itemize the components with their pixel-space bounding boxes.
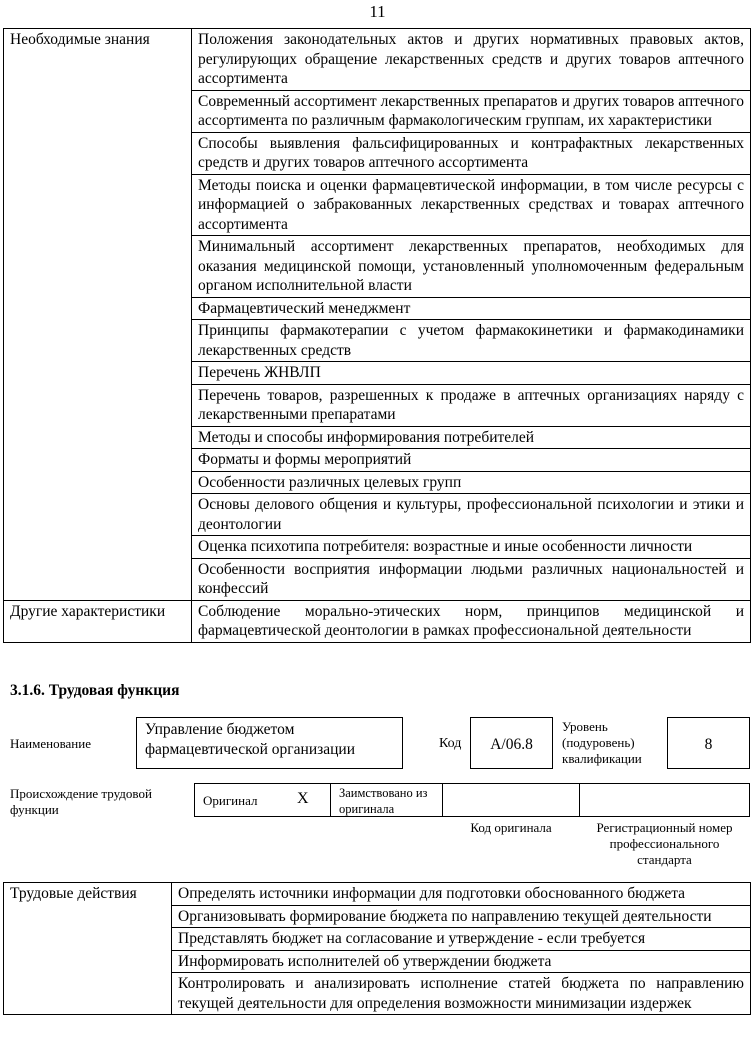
knowledge-item: Современный ассортимент лекарственных препаратов и других товаров аптечного ассортимента по различным фармакологическим группам, их характеристики — [192, 90, 751, 132]
page-number: 11 — [369, 2, 386, 21]
knowledge-item: Методы поиска и оценки фармацевтической информации, в том числе ресурсы с информацией о забракованных лекарственных средствах и товарах аптечного ассортимента — [192, 174, 751, 236]
knowledge-item: Форматы и формы мероприятий — [192, 449, 751, 472]
knowledge-item: Особенности различных целевых групп — [192, 471, 751, 494]
action-item: Контролировать и анализировать исполнение статей бюджета по направлению текущей деятельности для определения возможности минимизации издержек — [172, 973, 751, 1015]
action-item: Представлять бюджет на согласование и утверждение - если требуется — [172, 928, 751, 951]
original-box — [194, 783, 331, 817]
knowledge-item: Принципы фармакотерапии с учетом фармакокинетики и фармакодинамики лекарственных средств — [192, 320, 751, 362]
knowledge-item: Положения законодательных актов и других нормативных правовых актов, регулирующих обращение лекарственных средств и других товаров аптечного ассортимента — [192, 29, 751, 91]
knowledge-item: Перечень ЖНВЛП — [192, 362, 751, 385]
actions-table — [3, 882, 751, 1015]
table-row — [4, 883, 751, 906]
knowledge-item: Особенности восприятия информации людьми различных национальностей и конфессий — [192, 558, 751, 600]
knowledge-item: Способы выявления фальсифицированных и контрафактных лекарственных средств и других товаров аптечного ассортимента — [192, 132, 751, 174]
original-label: Оригинал — [203, 793, 258, 808]
knowledge-item: Методы и способы информирования потребителей — [192, 426, 751, 449]
knowledge-item: Минимальный ассортимент лекарственных препаратов, необходимых для оказания медицинской помощи, установленный уполномоченным федеральным органом исполнительной власти — [192, 236, 751, 298]
code-original-box — [442, 783, 580, 817]
knowledge-label: Необходимые знания — [4, 29, 192, 601]
knowledge-item: Основы делового общения и культуры, профессиональной психологии и этики и деонтологии — [192, 494, 751, 536]
level-box — [667, 717, 750, 769]
level-value: 8 — [704, 736, 713, 753]
table-row — [4, 29, 751, 91]
knowledge-item: Перечень товаров, разрешенных к продаже в аптечных организациях наряду с лекарственными препаратами — [192, 384, 751, 426]
code-original-label: Код оригинала — [470, 820, 552, 835]
actions-label: Трудовые действия — [4, 883, 172, 1015]
borrowed-box — [330, 783, 443, 817]
reg-number-label: Регистрационный номер профессионального стандарта — [596, 820, 733, 867]
other-text: Соблюдение морально-этических норм, принципов медицинской и фармацевтической деонтологии в рамках профессиональной деятельности — [192, 600, 751, 642]
knowledge-table — [3, 28, 751, 643]
function-name-value: Управление бюджетом фармацевтической организации — [145, 721, 356, 758]
section-heading: 3.1.6. Трудовая функция — [10, 682, 180, 699]
knowledge-item: Оценка психотипа потребителя: возрастные и иные особенности личности — [192, 536, 751, 559]
code-label: Код — [439, 736, 462, 751]
action-item: Определять источники информации для подготовки обоснованного бюджета — [172, 883, 751, 906]
action-item: Информировать исполнителей об утверждении бюджета — [172, 950, 751, 973]
knowledge-item: Фармацевтический менеджмент — [192, 297, 751, 320]
other-label: Другие характеристики — [4, 600, 192, 642]
origin-label: Происхождение трудовой функции — [10, 786, 152, 817]
original-mark: X — [297, 790, 309, 807]
code-box — [470, 717, 553, 769]
reg-number-box — [579, 783, 750, 817]
action-item: Организовывать формирование бюджета по направлению текущей деятельности — [172, 905, 751, 928]
name-label: Наименование — [10, 736, 91, 751]
borrowed-label: Заимствовано из оригинала — [339, 786, 428, 816]
table-row — [4, 600, 751, 642]
code-value: А/06.8 — [490, 736, 533, 753]
function-name-box — [136, 717, 403, 769]
level-label: Уровень (подуровень) квалификации — [562, 719, 642, 766]
